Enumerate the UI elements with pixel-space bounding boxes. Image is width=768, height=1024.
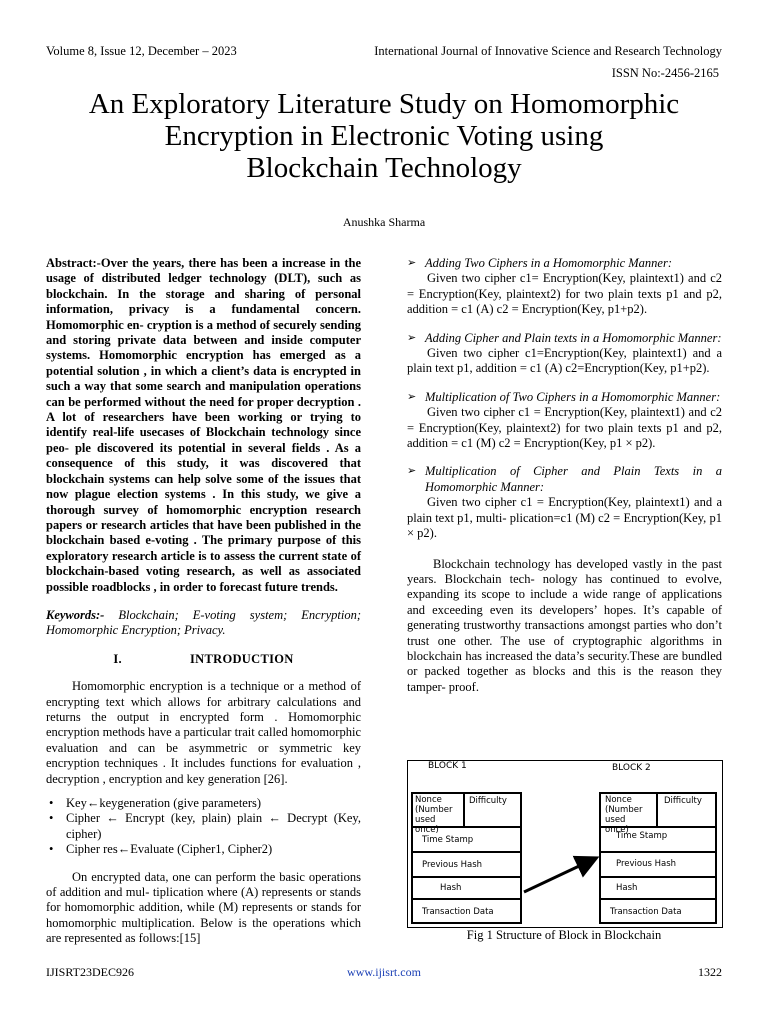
title-line: An Exploratory Literature Study on Homomorphic	[88, 88, 680, 120]
journal-volume: Volume 8, Issue 12, December – 2023	[46, 44, 237, 58]
abstract: Abstract:-Over the years, there has been a increase in the usage of distributed ledger technology (DLT), such as blockchain. In the storage and sharing of personal information, privacy is a fundamental concern. Homomorphic en- cryption is a method of securely sending and storing private data between and inside computer systems. Homomorphic encryption has emerged as a potential solution , in which a client’s data is encrypted in such a way that some search and manipulation operations can be performed without the need for proper decryption . A lot of researchers have been working or trying to identify real-life usecases of Blockchain technology since peo- ple discovered its potential in several fields . As a consequence of this study, it was discovered that blockchain systems can help solve some of the issues that now plague election systems . In this study, we give a thorough survey of homomorphic encryption research papers or research articles that have been published in the blockchain based e-voting . The primary purpose of this exploratory research article is to assess the current state of blockchain-based voting research, as well as associated possible roadblocks , in order to forecast future trends.	[46, 256, 361, 594]
author-name: Anushka Sharma	[342, 215, 426, 229]
keywords	[46, 608, 361, 639]
operation-item	[407, 390, 722, 452]
block2-label: BLOCK 2	[612, 763, 651, 773]
bullet-icon: •	[49, 796, 54, 810]
bullet-icon: •	[49, 811, 54, 826]
journal-website-link[interactable]: www.ijisrt.com	[347, 965, 421, 979]
operation-body: Given two cipher c1= Encryption(Key, plaintext1) and c2 = Encryption(Key, plaintext2) for two plain texts p1 and p2, addition = c1 (A) c2 = Encryption(Key, p1+p2).	[407, 271, 722, 317]
arrow-bullet-icon: ➢	[407, 390, 417, 403]
arrow-bullet-icon: ➢	[407, 331, 417, 344]
operation-heading: Multiplication of Two Ciphers in a Homomorphic Manner:	[425, 389, 721, 404]
block2-previous-hash: Previous Hash	[599, 852, 717, 877]
page-number: 1322	[698, 965, 722, 979]
paper-title	[40, 88, 728, 184]
block-structure-figure	[407, 760, 723, 928]
section-number: I.	[113, 651, 122, 666]
operations-paragraph: On encrypted data, one can perform the basic operations of addition and mul- tiplication where (A) represents or stands for homomorphic addition, while (M) represents or stands for homomorphic multiplication. Below is the operations which are represented as follows:[15]	[46, 869, 361, 946]
title-line: Blockchain Technology	[246, 152, 522, 184]
figure-caption: Fig 1 Structure of Block in Blockchain	[466, 928, 662, 942]
block1-previous-hash: Previous Hash	[411, 852, 522, 877]
left-column	[46, 256, 361, 947]
operation-body: Given two cipher c1=Encryption(Key, plaintext1) and a plain text p1, addition = c1 (A) c2=Encryption(Key, p1+p2).	[407, 346, 722, 376]
operation-item	[407, 256, 722, 318]
operation-item	[407, 331, 722, 377]
block1-transaction-data: Transaction Data	[411, 899, 522, 924]
block1-timestamp: Time Stamp	[411, 827, 522, 852]
operation-heading: Adding Cipher and Plain texts in a Homomorphic Manner:	[425, 330, 722, 345]
list-item: • Cipher ← Encrypt (key, plain) plain ← Decrypt (Key, cipher)	[49, 811, 361, 841]
block1-nonce: Nonce (Number used once)	[411, 792, 464, 827]
section-heading	[46, 652, 361, 667]
hash-link-arrow-icon	[408, 761, 722, 927]
title-line: Encryption in Electronic Voting using	[164, 120, 604, 152]
section-title: INTRODUCTION	[189, 651, 294, 666]
journal-name: International Journal of Innovative Science and Research Technology	[374, 44, 722, 58]
operation-heading: Adding Two Ciphers in a Homomorphic Manner:	[425, 256, 672, 270]
bullet-icon: •	[49, 842, 54, 857]
journal-issn: ISSN No:-2456-2165	[611, 66, 719, 80]
block2-timestamp: Time Stamp	[599, 827, 717, 852]
right-column	[407, 256, 722, 695]
blockchain-paragraph: Blockchain technology has developed vastly in the past years. Blockchain tech- nology has continued to evolve, expanding its scope to include a wide range of applications and exceeding even its developers’ hopes. It’s capable of generating trustworthy transactions amongst parties who don’t trust one other. The use of cryptographic algorithms in blockchain has increased the data’s security.These are bundled or packed together as blocks and this is the reason they tamper- proof.	[407, 556, 722, 694]
list-item: • Key←keygeneration (give parameters)	[49, 796, 262, 810]
operation-heading: Multiplication of Cipher and Plain Texts in a Homomorphic Manner:	[425, 464, 722, 494]
block2-transaction-data: Transaction Data	[599, 899, 717, 924]
block2-hash: Hash	[599, 877, 717, 899]
block2-difficulty: Difficulty	[657, 792, 717, 827]
block1-difficulty: Difficulty	[464, 792, 522, 827]
bullet-list	[46, 796, 361, 858]
arrow-bullet-icon: ➢	[407, 465, 417, 478]
list-item: • Cipher res←Evaluate (Cipher1, Cipher2)	[49, 842, 273, 857]
keywords-text: Blockchain; E-voting system; Encryption; Homomorphic Encryption; Privacy.	[46, 607, 361, 638]
block1-label: BLOCK 1	[428, 761, 467, 771]
operation-body: Given two cipher c1 = Encryption(Key, plaintext1) and a plain text p1, multi- plication=c1 (M) c2 = Encryption(Key, p1 × p2).	[407, 495, 722, 541]
block2-nonce: Nonce (Number used once)	[599, 792, 657, 827]
paper-id: IJISRT23DEC926	[46, 965, 134, 979]
operation-body: Given two cipher c1 = Encryption(Key, plaintext1) and c2 = Encryption(Key, plaintext2) for two plain texts p1 and p2, addition = c1 (M) c2 = Encryption(Key, p1 × p2).	[407, 405, 722, 451]
keywords-label: Keywords:-	[46, 607, 105, 622]
block1-hash: Hash	[411, 877, 522, 899]
arrow-bullet-icon: ➢	[407, 257, 417, 269]
operation-item	[407, 464, 722, 541]
intro-paragraph: Homomorphic encryption is a technique or a method of encrypting text which allows for arbitrary calculations and returns the output in encrypted form . Homomorphic encryption methods have a particular trait called homomorphic evaluation and can be asymmetric or symmetric key encryption techniques . It includes functions for evaluation , decryption , encryption and key generation [26].	[46, 679, 361, 786]
